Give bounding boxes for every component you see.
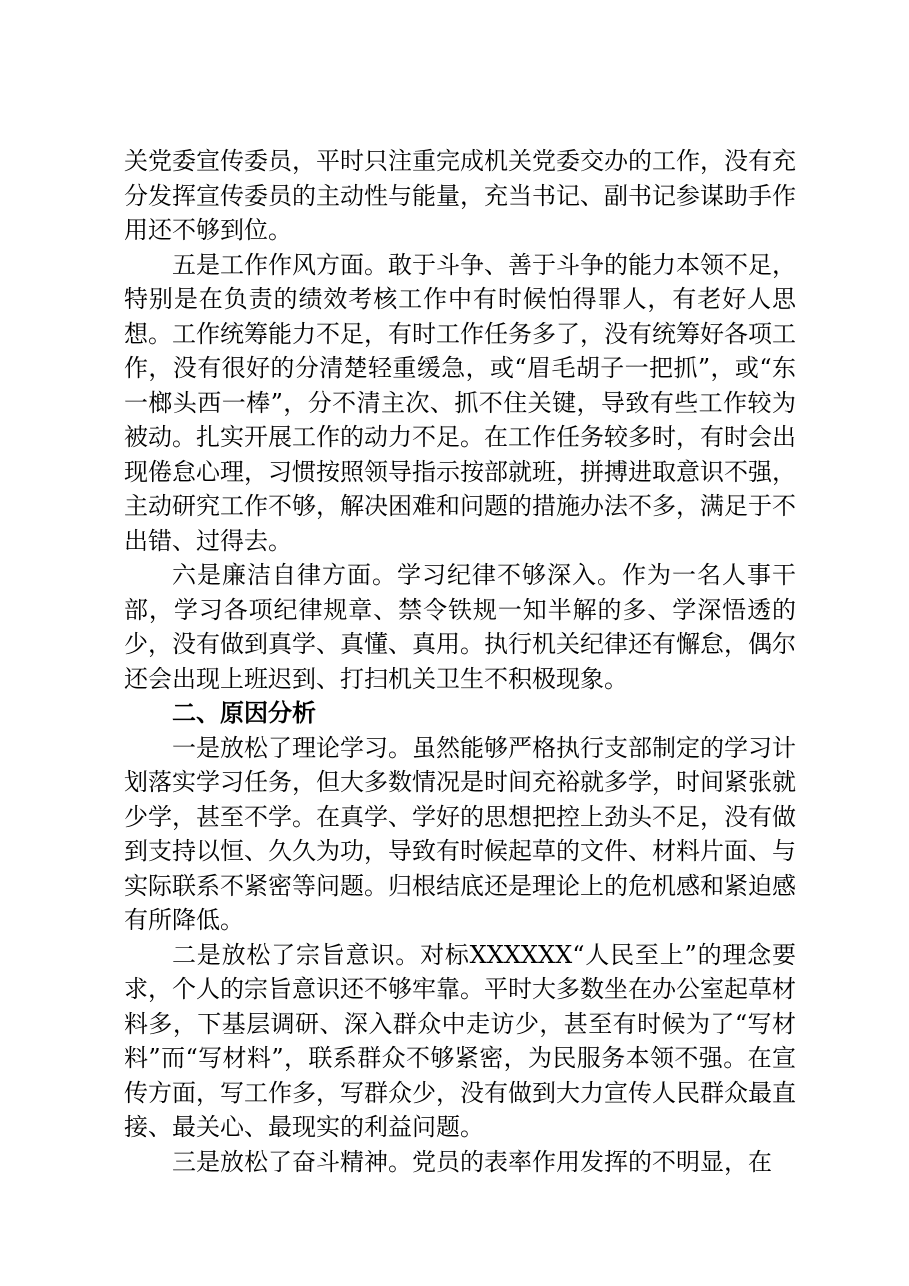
section-heading-cause-analysis: 二、原因分析 (172, 699, 316, 727)
paragraph-purpose-awareness: 二是放松了宗旨意识。对标XXXXXX“人民至上”的理念要求，个人的宗旨意识还不够牢靠。平时大多数坐在办公室起草材料多，下基层调研、深入群众中走访少，甚至有时候为了“写材料”而“写材料”，联系群众不够紧密，为民服务本领不强。在宣传方面，写工作多，写群众少，没有做到大力宣传人民群众最直接、最关心、最现实的利益问题。 (124, 940, 796, 1141)
paragraph-integrity: 六是廉洁自律方面。学习纪律不够深入。作为一名人事干部，学习各项纪律规章、禁令铁规一知半解的多、学深悟透的少，没有做到真学、真懂、真用。执行机关纪律还有懈怠，偶尔还会出现上班迟到、打扫机关卫生不积极现象。 (124, 561, 796, 693)
paragraph-struggle-spirit: 三是放松了奋斗精神。党员的表率作用发挥的不明显，在 (172, 1147, 772, 1176)
paragraph-work-style: 五是工作作风方面。敢于斗争、善于斗争的能力本领不足，特别是在负责的绩效考核工作中有时候怕得罪人，有老好人思想。工作统筹能力不足，有时工作任务多了，没有统筹好各项工作，没有很好的分清楚轻重缓急，或“眉毛胡子一把抓”，或“东一榔头西一棒”，分不清主次、抓不住关键，导致有些工作较为被动。扎实开展工作的动力不足。在工作任务较多时，有时会出现倦怠心理，习惯按照领导指示按部就班，拼搏进取意识不强，主动研究工作不够，解决困难和问题的措施办法不多，满足于不出错、过得去。 (124, 250, 796, 555)
paragraph-continuation: 关党委宣传委员，平时只注重完成机关党委交办的工作，没有充分发挥宣传委员的主动性与能量，充当书记、副书记参谋助手作用还不够到位。 (124, 147, 796, 244)
paragraph-theory-study: 一是放松了理论学习。虽然能够严格执行支部制定的学习计划落实学习任务，但大多数情况是时间充裕就多学，时间紧张就少学，甚至不学。在真学、学好的思想把控上劲头不足，没有做到支持以恒、久久为功，导致有时候起草的文件、材料片面、与实际联系不紧密等问题。归根结底还是理论上的危机感和紧迫感有所降低。 (124, 733, 796, 934)
document-page (124, 144, 796, 1179)
